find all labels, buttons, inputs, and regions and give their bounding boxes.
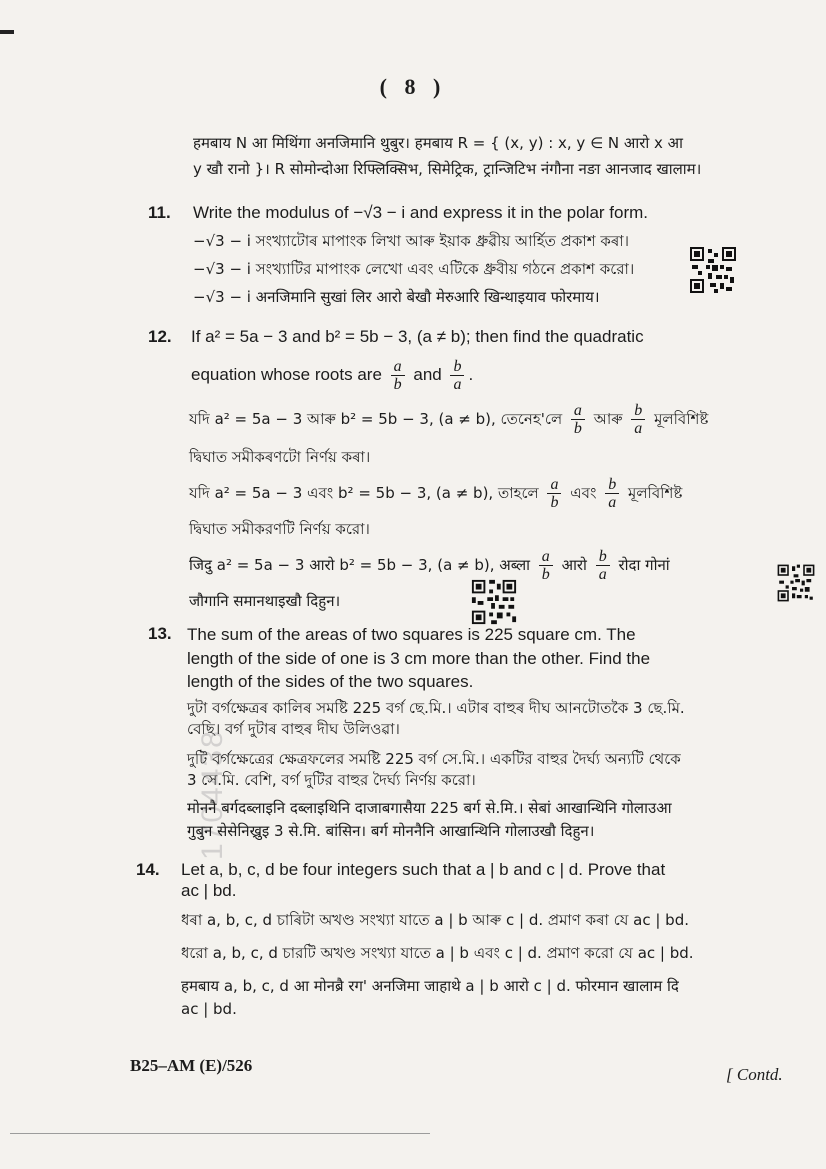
q12-english-2b: and	[413, 365, 442, 384]
qr-code-icon	[688, 245, 738, 295]
q13-bengali-2: 3 সে.মি. বেশি, বর্গ দুটির বাহুর দৈর্ঘ্য নির্ণয় করো।	[187, 771, 476, 789]
fraction-a-over-b: $\frac{a}{b}$	[571, 402, 585, 437]
fraction-b-over-a: $\frac{b}{a}$	[631, 402, 645, 437]
q11-english: Write the modulus of −√3 − i and express it in the polar form.	[193, 203, 649, 222]
q13-english-1: The sum of the areas of two squares is 225 square cm. The	[187, 625, 636, 644]
q13-assamese-1: দুটা বৰ্গক্ষেত্ৰৰ কালিৰ সমষ্টি 225 বৰ্গ ছে.মি.। এটাৰ বাহুৰ দীঘ আনটোতকৈ 3 ছে.মি.	[187, 699, 685, 717]
paper-code: B25–AM (E)/526	[130, 1056, 253, 1075]
fraction-a-over-b: $\frac{a}{b}$	[547, 476, 561, 511]
q14-bengali: ধরো a, b, c, d চারটি অখণ্ড সংখ্যা যাতে a | b এবং c | d. প্রমাণ করো যে ac | bd.	[181, 944, 694, 962]
qr-code-icon	[470, 578, 518, 626]
fraction-b-over-a: $\frac{b}{a}$	[596, 548, 610, 583]
q13-bodo-2: गुबुन सेसेनिख्रुइ 3 से.मि. बांसिन। बर्ग मोननैनि आखान्थिनि गोलाउखौ दिहुन।	[187, 822, 595, 840]
intro-line-1: हमबाय N आ मिथिंगा अनजिमानि थुबुर। हमबाय R = { (x, y) : x, y ∈ N आरो x आ	[193, 134, 683, 152]
continued-label: [ Contd.	[726, 1065, 783, 1084]
q12-english-2: equation whose roots are $\frac{a}{b}$ and $\frac{b}{a}$ .	[191, 358, 474, 394]
question-number: 12.	[148, 327, 172, 346]
q14-english-1: Let a, b, c, d be four integers such that a | b and c | d. Prove that	[181, 860, 666, 879]
q11-assamese: −√3 − i সংখ্যাটোৰ মাপাংক লিখা আৰু ইয়াক ধ্ৰুৱীয় আৰ্হিত প্ৰকাশ কৰা।	[193, 232, 630, 250]
q13-english-3: length of the sides of the two squares.	[187, 672, 474, 691]
question-number: 13.	[148, 624, 172, 643]
q12-bengali-2: দ্বিঘাত সমীকরণটি নির্ণয় করো।	[189, 520, 370, 538]
q13-bengali-1: দুটি বর্গক্ষেত্রের ক্ষেত্রফলের সমষ্টি 225 বর্গ সে.মি.। একটির বাহুর দৈর্ঘ্য অন্যটি থেকে	[187, 750, 681, 768]
q12-assamese-1: যদি a² = 5a − 3 আৰু b² = 5b − 3, (a ≠ b), তেনেহ'লে $\frac{a}{b}$ আৰু $\frac{b}{a}$ মূলবিশিষ্ট	[189, 402, 709, 437]
q13-assamese-2: বেছি। বৰ্গ দুটাৰ বাহুৰ দীঘ উলিওৱা।	[187, 720, 400, 738]
bottom-rule	[10, 1133, 430, 1134]
fraction-b-over-a: $\frac{b}{a}$	[605, 476, 619, 511]
intro-line-2: y खौ रानो }। R सोमोन्दोआ रिफ्लिक्सिभ, सिमेट्रिक, ट्रान्जिटिभ नंगौना नङा आनजाद खालाम।	[193, 160, 702, 178]
question-number: 14.	[136, 860, 160, 879]
qr-code-icon	[776, 563, 816, 603]
q12-bengali-1: যদি a² = 5a − 3 এবং b² = 5b − 3, (a ≠ b), তাহলে $\frac{a}{b}$ এবং $\frac{b}{a}$ মূলবিশিষ্ট	[189, 476, 683, 511]
page-number: ( 8 )	[379, 74, 447, 99]
corner-mark	[0, 30, 14, 34]
q12-english-2a: equation whose roots are	[191, 365, 382, 384]
q14-assamese: ধৰা a, b, c, d চাৰিটা অখণ্ড সংখ্যা যাতে a | b আৰু c | d. প্ৰমাণ কৰা যে ac | bd.	[181, 911, 689, 929]
q14-bodo-2: ac | bd.	[181, 1000, 237, 1018]
q13-english-2: length of the side of one is 3 cm more than the other. Find the	[187, 649, 651, 668]
fraction-a-over-b: $\frac{a}{b}$	[539, 548, 553, 583]
q11-bengali: −√3 − i সংখ্যাটির মাপাংক লেখো এবং এটিকে ধ্রুবীয় গঠনে প্রকাশ করো।	[193, 260, 635, 278]
fraction-a-over-b: $\frac{a}{b}$	[391, 358, 405, 393]
q14-english-2: ac | bd.	[181, 881, 237, 900]
q12-bodo-1: जिदु a² = 5a − 3 आरो b² = 5b − 3, (a ≠ b), अब्ला $\frac{a}{b}$ आरो $\frac{b}{a}$ रोदा गोनां	[189, 548, 670, 583]
q12-bodo-2: जौगानि समानथाइखौ दिहुन।	[189, 592, 341, 610]
q14-bodo-1: हमबाय a, b, c, d आ मोनब्रै रग' अनजिमा जाहाथे a | b आरो c | d. फोरमान खालाम दि	[181, 977, 679, 995]
q13-bodo-1: मोननै बर्गदब्लाइनि दब्लाइथिनि दाजाबगासैया 225 बर्ग से.मि.। सेबां आखान्थिनि गोलाउआ	[187, 799, 672, 817]
watermark-number: 1704438	[196, 729, 229, 860]
q11-bodo: −√3 − i अनजिमानि सुखां लिर आरो बेखौ मेरुआरि खिन्थाइयाव फोरमाय।	[193, 288, 600, 306]
q12-assamese-2: দ্বিঘাত সমীকৰণটো নিৰ্ণয় কৰা।	[189, 448, 371, 466]
question-number: 11.	[148, 203, 171, 222]
q12-english-1: If a² = 5a − 3 and b² = 5b − 3, (a ≠ b); then find the quadratic	[191, 327, 644, 346]
fraction-b-over-a: $\frac{b}{a}$	[450, 358, 464, 393]
